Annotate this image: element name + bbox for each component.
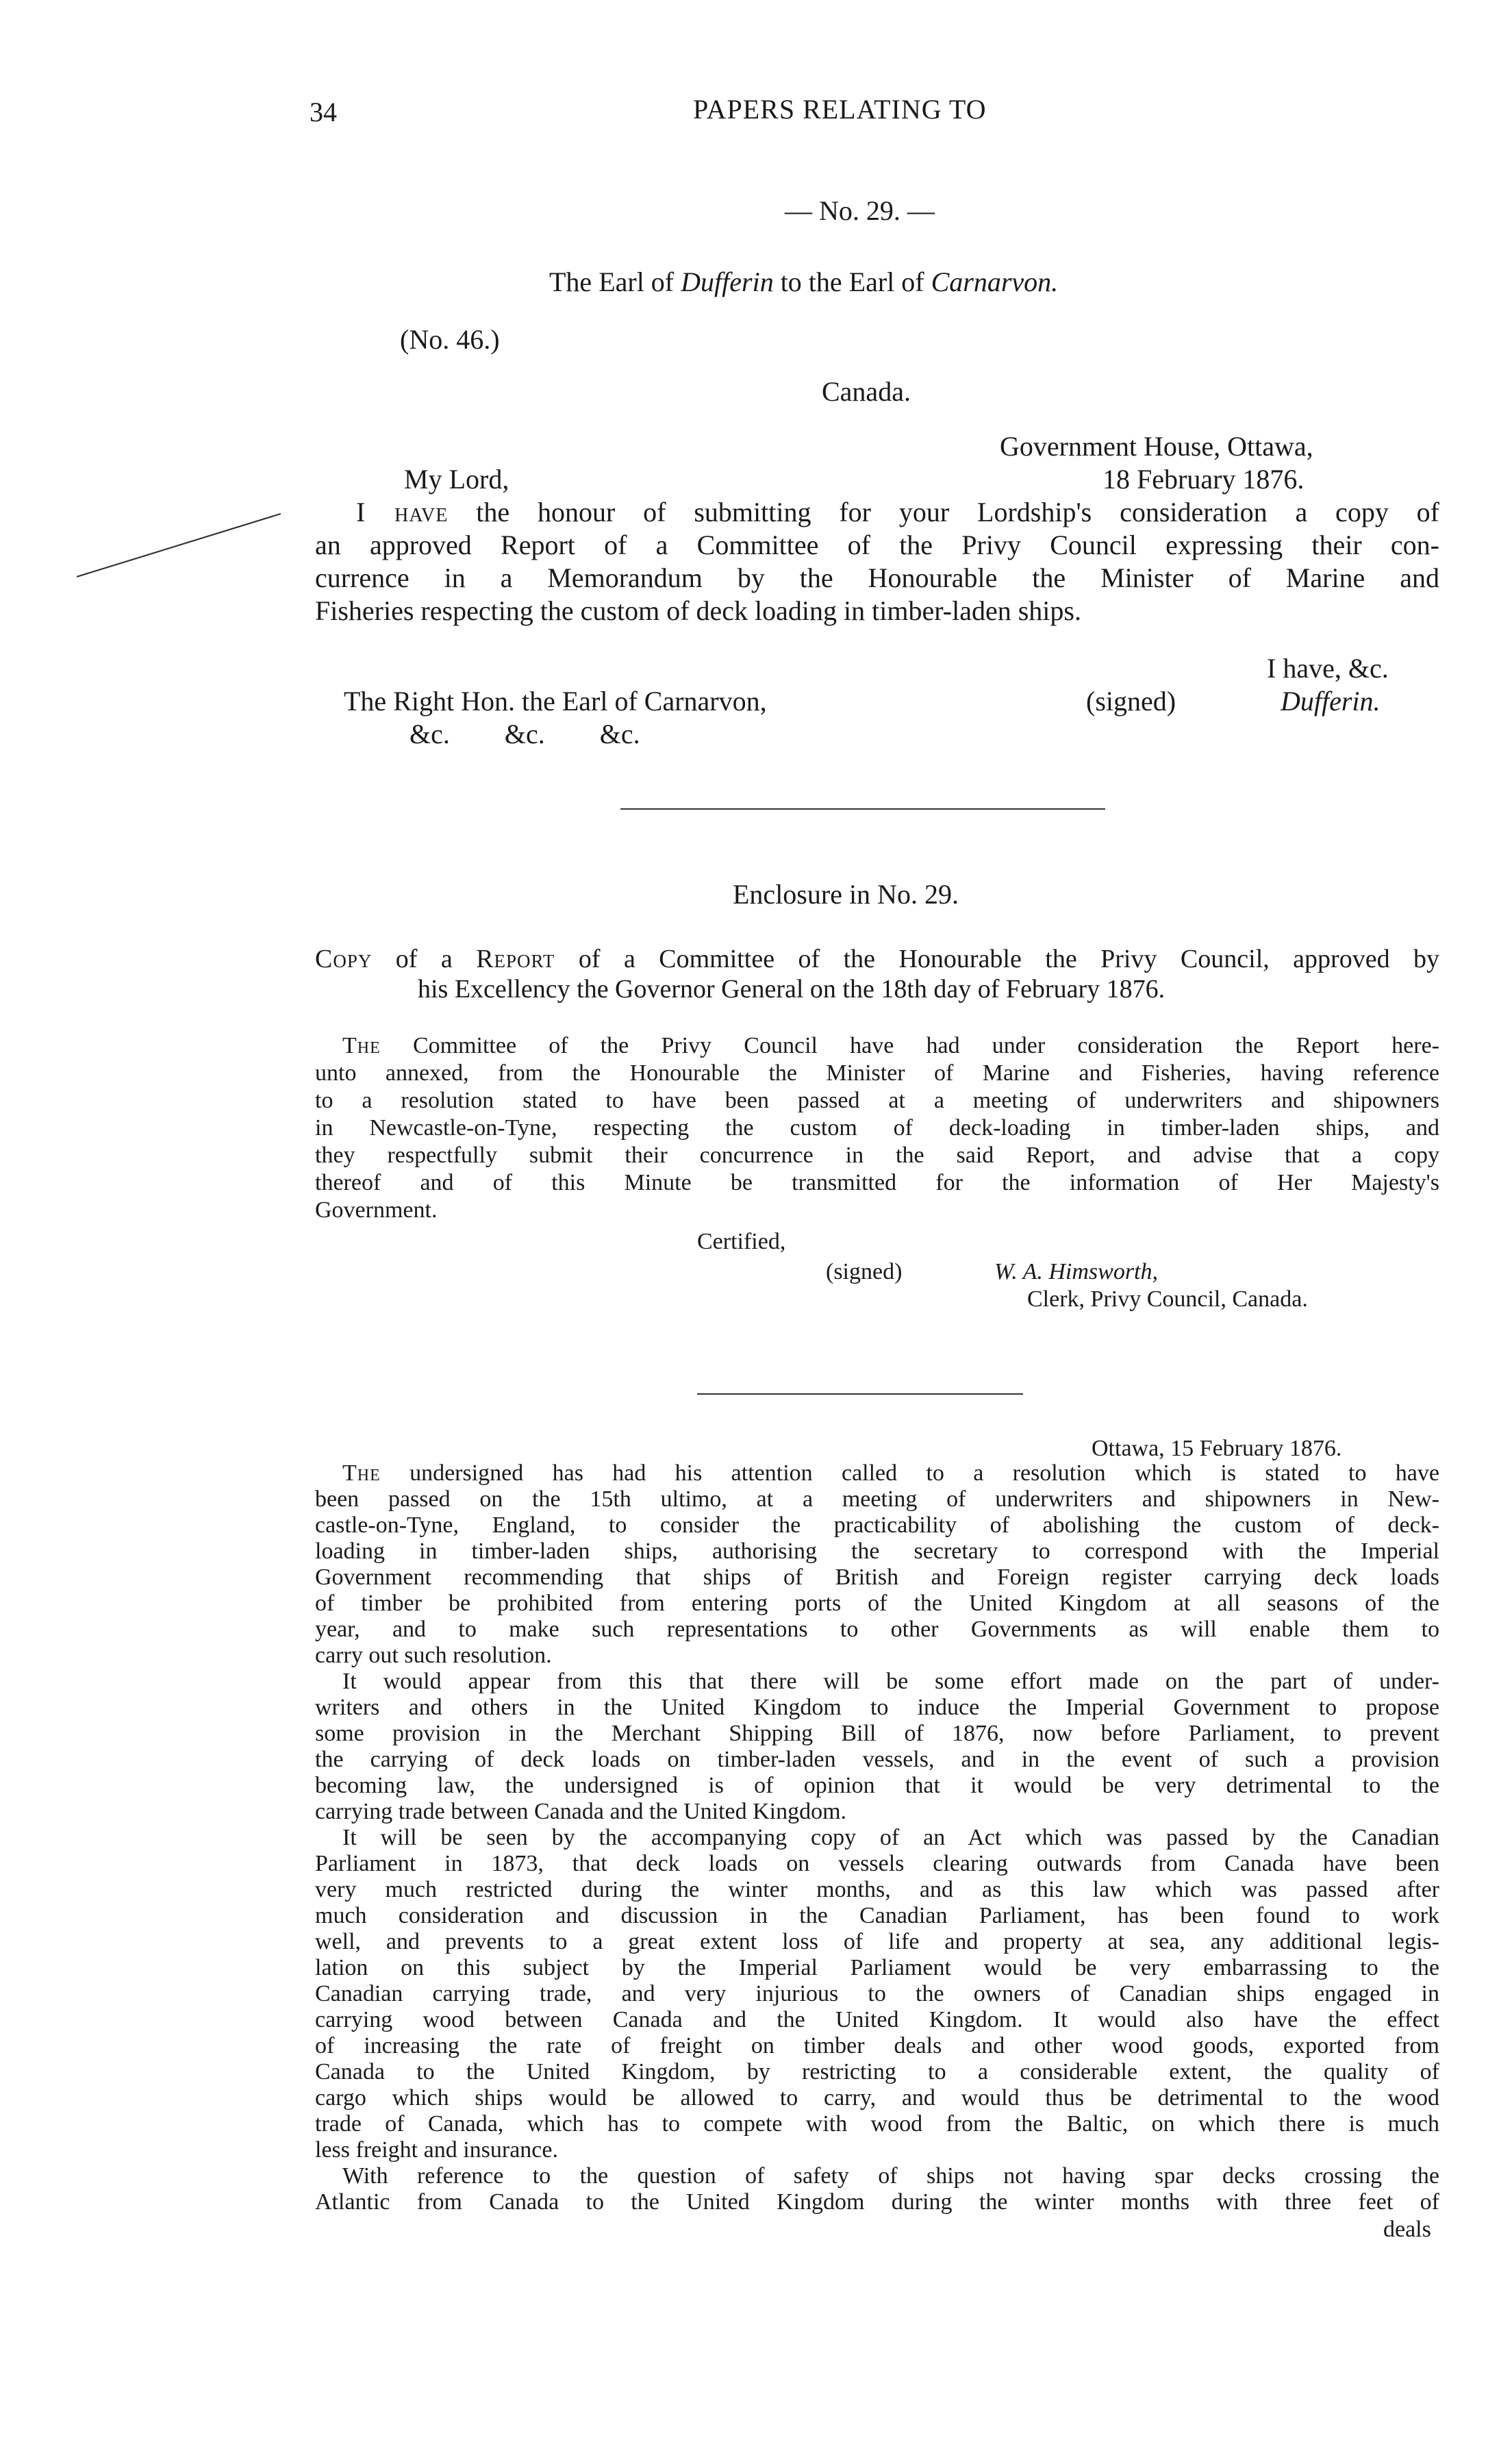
memo-line: Government recommending that ships of British and Foreign register carrying deck loads [315, 1565, 1439, 1590]
memo-line: trade of Canada, which has to compete with wood from the Baltic, on which there is much [315, 2111, 1439, 2137]
running-title: PAPERS RELATING TO [693, 94, 987, 125]
certified-label: Certified, [697, 1229, 786, 1254]
signatory-title: Clerk, Privy Council, Canada. [1027, 1286, 1308, 1312]
letter-title-to: Carnarvon. [931, 266, 1059, 297]
dispatch-reference: (No. 46.) [400, 324, 500, 355]
memo-line: carry out such resolution. [315, 1643, 552, 1668]
memo-line: It will be seen by the accompanying copy of an Act which was passed by the Canadian [342, 1825, 1439, 1850]
letter-signature: Dufferin. [1281, 686, 1381, 717]
letter-place: Canada. [822, 376, 911, 407]
enclosure-signed: (signed) [826, 1259, 903, 1284]
memo-line: cargo which ships would be allowed to carry, and would thus be detrimental to the wood [315, 2085, 1439, 2111]
catchword: deals [1383, 2217, 1431, 2242]
minute-line [342, 1033, 1439, 1059]
minute-line: unto annexed, from the Honourable the Minister of Marine and Fisheries, having reference [315, 1060, 1439, 1086]
letter-body-line: an approved Report of a Committee of the Privy Council expressing their con- [315, 530, 1439, 560]
enclosure-copy-line: his Excellency the Governor General on the 18th day of February 1876. [418, 975, 1166, 1004]
letter-date: 18 February 1876. [1102, 464, 1305, 495]
memo-first-word: The [342, 1460, 381, 1486]
letter-title-pre: The Earl of [549, 266, 681, 297]
memo-line: With reference to the question of safety of ships not having spar decks crossing the [342, 2163, 1439, 2189]
section-divider [620, 808, 1105, 810]
memo-line: well, and prevents to a great extent loss of life and property at sea, any additional legis- [315, 1929, 1439, 1954]
memo-line: less freight and insurance. [315, 2137, 558, 2163]
enclosure-heading: Enclosure in No. 29. [733, 879, 959, 910]
minute-line: Government. [315, 1197, 438, 1223]
section-divider [697, 1393, 1023, 1395]
memo-line: carrying trade between Canada and the United Kingdom. [315, 1799, 847, 1824]
letter-body-text: the honour of submitting for your Lordship's consideration a copy of [476, 497, 1440, 527]
memo-line: Atlantic from Canada to the United Kingdom during the winter months with three feet of [315, 2189, 1439, 2215]
letter-title-mid: to the Earl of [773, 266, 931, 297]
signatory-name: W. A. Himsworth, [994, 1259, 1158, 1284]
memo-line: very much restricted during the winter months, and as this law which was passed after [315, 1877, 1439, 1902]
letter-body-line [356, 496, 1439, 528]
letter-body-line: currence in a Memorandum by the Honourable the Minister of Marine and [315, 562, 1439, 593]
memo-line [342, 1460, 1439, 1486]
margin-pen-stroke [75, 507, 322, 582]
minute-line: they respectfully submit their concurrence in the said Report, and advise that a copy [315, 1143, 1439, 1168]
memo-line: of timber be prohibited from entering ports of the United Kingdom at all seasons of the [315, 1591, 1439, 1616]
salutation: My Lord, [404, 464, 509, 495]
memo-text: undersigned has had his attention called to a resolution which is stated to have [410, 1460, 1439, 1486]
document-number: — No. 29. — [785, 195, 935, 226]
memo-line: Parliament in 1873, that deck loads on vessels clearing outwards from Canada have been [315, 1851, 1439, 1876]
letter-address: Government House, Ottawa, [1000, 431, 1313, 462]
memo-line: loading in timber-laden ships, authorising the secretary to correspond with the Imperial [315, 1539, 1439, 1564]
letter-addressee: The Right Hon. the Earl of Carnarvon, [344, 686, 767, 717]
letter-signed: (signed) [1086, 686, 1176, 717]
memo-line: writers and others in the United Kingdom to induce the Imperial Government to propose [315, 1695, 1439, 1720]
memo-date: Ottawa, 15 February 1876. [1092, 1436, 1342, 1461]
copy-of: of a [372, 945, 477, 973]
enclosure-copy-line [315, 944, 1439, 974]
letter-title-from: Dufferin [681, 266, 774, 297]
copy-rest: of a Committee of the Honourable the Privy Council, approved by [555, 945, 1439, 973]
memo-line: carrying wood between Canada and the United Kingdom. It would also have the effect [315, 2007, 1439, 2032]
memo-line: year, and to make such representations to other Governments as will enable them to [315, 1617, 1439, 1642]
memo-line: castle-on-Tyne, England, to consider the practicability of abolishing the custom of deck- [315, 1512, 1439, 1538]
letter-body-first-words: I have [356, 497, 449, 527]
letter-body-line: Fisheries respecting the custom of deck loading in timber-laden ships. [315, 595, 1081, 626]
letter-closing: I have, &c. [1267, 653, 1389, 684]
minute-line: in Newcastle-on-Tyne, respecting the custom of deck-loading in timber-laden ships, and [315, 1115, 1439, 1141]
memo-line: becoming law, the undersigned is of opinion that it would be very detrimental to the [315, 1773, 1439, 1798]
letter-title [549, 266, 1058, 298]
memo-line: the carrying of deck loads on timber-laden vessels, and in the event of such a provision [315, 1747, 1439, 1772]
memo-line: some provision in the Merchant Shipping Bill of 1876, now before Parliament, to prevent [315, 1721, 1439, 1746]
minute-line: to a resolution stated to have been passed at a meeting of underwriters and shipowners [315, 1088, 1439, 1113]
memo-line: of increasing the rate of freight on timber deals and other wood goods, exported from [315, 2033, 1439, 2058]
minute-first-word: The [342, 1033, 381, 1058]
letter-addressee-etc: &c. &c. &c. [410, 719, 640, 749]
report-word: Report [476, 945, 555, 973]
copy-word: Copy [315, 945, 373, 973]
memo-line: lation on this subject by the Imperial Parliament would be very embarrassing to the [315, 1955, 1439, 1980]
memo-line: much consideration and discussion in the Canadian Parliament, has been found to work [315, 1903, 1439, 1928]
memo-line: Canadian carrying trade, and very injurious to the owners of Canadian ships engaged in [315, 1981, 1439, 2006]
minute-text: Committee of the Privy Council have had under consideration the Report here- [412, 1033, 1439, 1058]
minute-line: thereof and of this Minute be transmitted for the information of Her Majesty's [315, 1170, 1439, 1195]
memo-line: been passed on the 15th ultimo, at a meeting of underwriters and shipowners in New- [315, 1486, 1439, 1512]
memo-line: It would appear from this that there will be some effort made on the part of under- [342, 1669, 1439, 1694]
page-number: 34 [310, 97, 337, 127]
memo-line: Canada to the United Kingdom, by restricting to a considerable extent, the quality of [315, 2059, 1439, 2084]
